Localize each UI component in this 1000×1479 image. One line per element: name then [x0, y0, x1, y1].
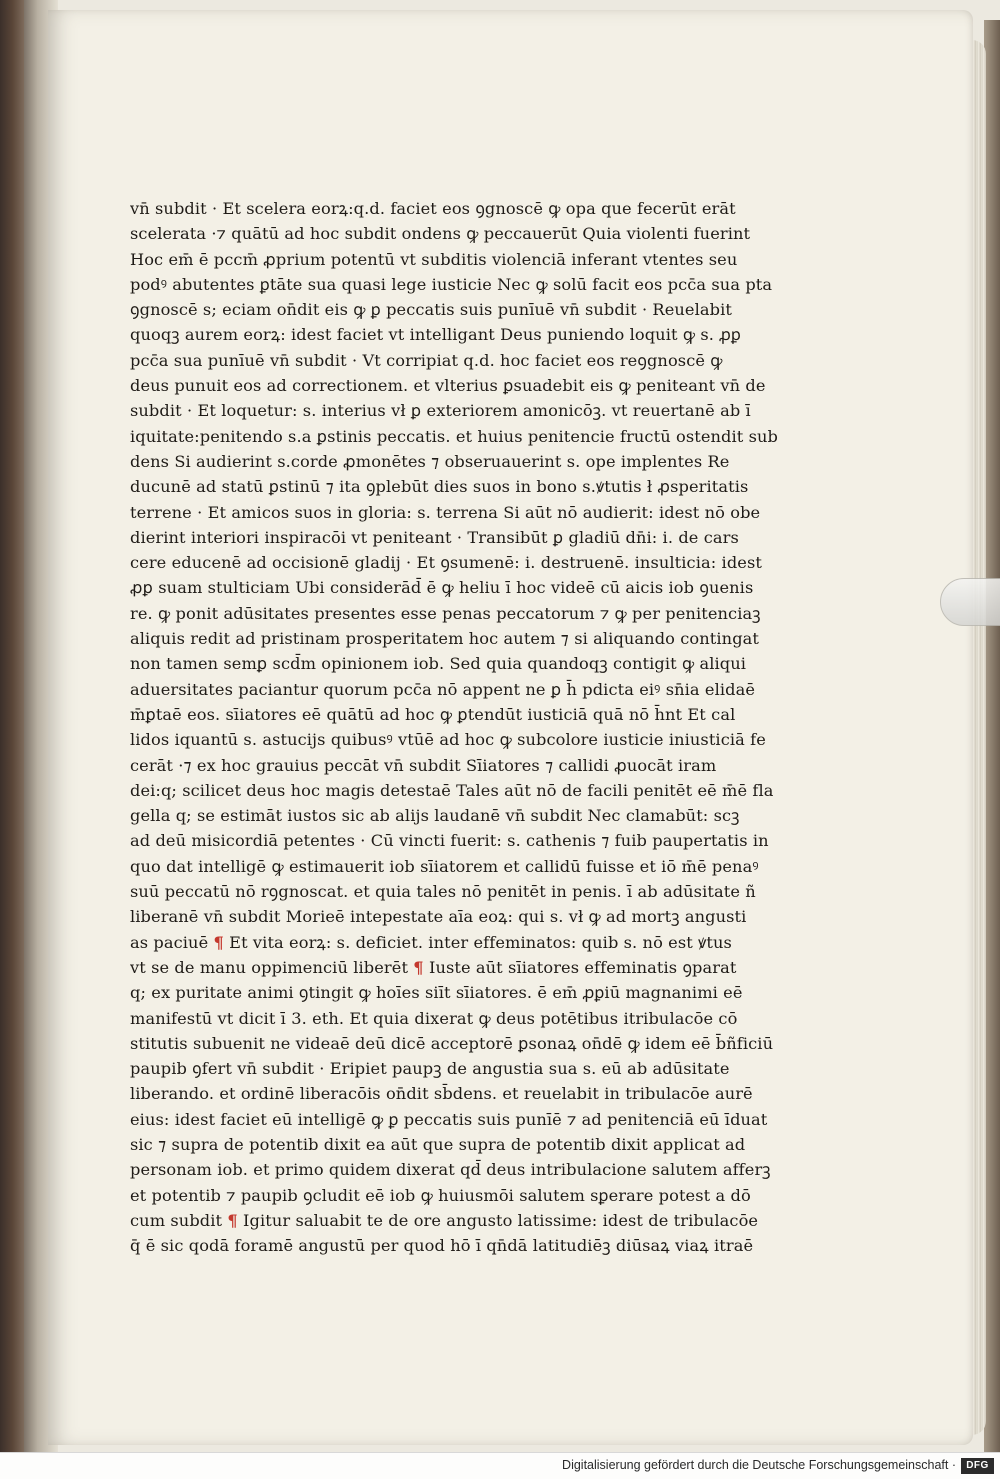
- text-line: q; ex puritate animi ꝯtingit ꝙ hoīes siīt sīiatores. ē em̄ ꝓꝑiū magnanimi eē: [130, 983, 743, 1003]
- text-line: sic ⁊ supra de potentib dixit ea aūt que supra de potentib dixit applicat ad: [130, 1134, 746, 1154]
- text-line: deus punuit eos ad correctionem. et vlterius ꝑsuadebit eis ꝙ peniteant vn̄ de: [130, 376, 766, 396]
- text-line: cerāt ·⁊ ex hoc grauius peccāt vn̄ subdit Sīiatores ⁊ callidi ꝓuocāt iram: [130, 755, 717, 775]
- text-line: dens Si audierint s.corde ꝓmonētes ⁊ obseruauerint s. ope implentes Re: [130, 451, 730, 471]
- paragraph-mark: ¶: [413, 957, 424, 977]
- footer-credit: Digitalisierung gefördert durch die Deutsche Forschungsgemeinschaft ·: [562, 1458, 956, 1472]
- text-line: stitutis subuenit ne videaē deū dicē acceptorē ꝑsonaꝝ on̄dē ꝙ idem eē b̄ñficiū: [130, 1033, 774, 1053]
- incunable-text-block: [130, 196, 780, 1258]
- text-line: pcc̄a sua punīuē vn̄ subdit · Vt corripiat q.d. hoc faciet eos reꝯgnoscē ꝙ: [130, 350, 723, 370]
- paragraph-mark: ¶: [227, 1210, 238, 1230]
- text-line: scelerata ·⁊ quātū ad hoc subdit ondens ꝙ peccauerūt Quia violenti fuerint: [130, 224, 751, 244]
- text-line: ꝯgnoscē s; eciam on̄dit eis ꝙ ꝑ peccatis suis punīuē vn̄ subdit · Reuelabit: [130, 300, 732, 320]
- text-line: liberando. et ordinē liberacōis on̄dit sb̄dens. et reuelabit in tribulacōe aurē: [130, 1084, 753, 1104]
- text-line: re. ꝙ ponit adūsitates presentes esse penas peccatorum ⁊ ꝙ per penitenciaꝫ: [130, 603, 761, 623]
- text-line: podꝰ abutentes ꝑtāte sua quasi lege iusticie Nec ꝙ solū facit eos pcc̄a sua pta: [130, 274, 773, 294]
- text-line: ducunē ad statū ꝑstinū ⁊ ita ꝯplebūt dies suos in bono s.ꝟtutis ł ꝓsperitatis: [130, 477, 749, 497]
- text-line: lidos iquantū s. astucijs quibusꝰ vtūē ad hoc ꝙ subcolore iusticie iniusticiā fe: [130, 730, 766, 750]
- text-line: aduersitates paciantur quorum pcc̄a nō appent ne ꝑ h̄ pdicta eiꝰ sn̄ia elidaē: [130, 679, 756, 699]
- text-line: aliquis redit ad pristinam prosperitatem hoc autem ⁊ si aliquando contingat: [130, 629, 760, 649]
- dfg-logo: DFG: [961, 1458, 994, 1474]
- text-line: subdit · Et loquetur: s. interius vł ꝑ exteriorem amonicōꝫ. vt reuertanē ab ī: [130, 401, 751, 421]
- footer-bar: [0, 1452, 1000, 1479]
- text-line: personam iob. et primo quidem dixerat qd̄ deus intribulacione salutem afferꝫ: [130, 1160, 771, 1180]
- text-line: vn̄ subdit · Et scelera eorꝝ:q.d. faciet eos ꝯgnoscē ꝙ opa que fecerūt erāt: [130, 199, 736, 218]
- text-line: vt se de manu oppimenciū liberēt ¶ Iuste aūt sīiatores effeminatis ꝯparat: [130, 957, 737, 977]
- text-line: Hoc em̄ ē pccm̄ ꝓprium potentū vt subditis violenciā inferant vtentes seu: [130, 249, 738, 269]
- text-line: as paciuē ¶ Et vita eorꝝ: s. deficiet. inter effeminatos: quib s. nō est ꝟtus: [130, 932, 732, 952]
- text-line: quo dat intelligē ꝙ estimauerit iob sīiatorem et callidū fuisse et iō m̄ē penaꝰ: [130, 856, 759, 876]
- bookmark-clip: [940, 578, 1000, 626]
- text-line: q̄ ē sic qodā foramē angustū per quod hō ī qn̄dā latitudiēꝫ diūsaꝝ viaꝝ itraē: [130, 1236, 754, 1256]
- text-line: cere educenē ad occisionē gladij · Et ꝯsumenē: i. destruenē. insulticia: idest: [130, 553, 762, 573]
- paragraph-mark: ¶: [213, 932, 224, 952]
- text-line: gella q; se estimāt iustos sic ab alijs laudanē vn̄ subdit Nec clamabūt: scꝫ: [130, 806, 740, 826]
- text-line: iquitate:penitendo s.a ꝑstinis peccatis. et huius penitencie fructū ostendit sub: [130, 426, 779, 446]
- text-line: et potentib ⁊ paupib ꝯcludit eē iob ꝙ huiusmōi salutem sꝑerare potest a dō: [130, 1185, 751, 1205]
- text-line: m̄ꝑtaē eos. sīiatores eē quātū ad hoc ꝙ ꝑtendūt iusticiā quā nō h̄nt Et cal: [130, 704, 736, 724]
- text-line: paupib ꝯfert vn̄ subdit · Eripiet paupꝫ de angustia sua s. eū ab adūsitate: [130, 1059, 730, 1079]
- text-line: suū peccatū nō rꝯgnoscat. et quia tales nō penitēt in penis. ī ab adūsitate ñ: [130, 882, 756, 902]
- text-line: manifestū vt dicit ī 3. eth. Et quia dixerat ꝙ deus potētibus itribulacōe cō: [130, 1008, 738, 1028]
- text-line: dei:q; scilicet deus hoc magis detestaē Tales aūt nō de facili penitēt eē m̄ē fla: [130, 780, 774, 800]
- text-line: dierint interiori inspiracōi vt peniteant · Transibūt ꝑ gladiū dn̄i: i. de cars: [130, 527, 739, 547]
- text-line: liberanē vn̄ subdit Morieē intepestate aīa eoꝝ: qui s. vł ꝙ ad mortꝫ angusti: [130, 907, 747, 927]
- text-line: terrene · Et amicos suos in gloria: s. terrena Si aūt nō audierit: idest nō obe: [130, 502, 761, 522]
- text-line: cum subdit ¶ Igitur saluabit te de ore angusto latissime: idest de tribulacōe: [130, 1210, 759, 1230]
- text-line: ꝓꝑ suam stulticiam Ubi considerād̄ ē ꝙ heliu ī hoc videē cū aicis iob ꝯuenis: [130, 578, 754, 598]
- text-line: non tamen semꝑ scd̄m opinionem iob. Sed quia quandoqꝫ contigit ꝙ aliqui: [130, 654, 747, 674]
- text-line: quoqꝫ aurem eorꝝ: idest faciet vt intelligant Deus puniendo loquit ꝙ s. ꝓꝑ: [130, 325, 741, 345]
- book-cover-right: [984, 20, 1000, 1452]
- text-line: eius: idest faciet eū intelligē ꝙ ꝑ peccatis suis punīē ⁊ ad penitenciā eū īduat: [130, 1109, 768, 1129]
- text-line: ad deū misicordiā petentes · Cū vincti fuerit: s. cathenis ⁊ fuib paupertatis in: [130, 831, 769, 851]
